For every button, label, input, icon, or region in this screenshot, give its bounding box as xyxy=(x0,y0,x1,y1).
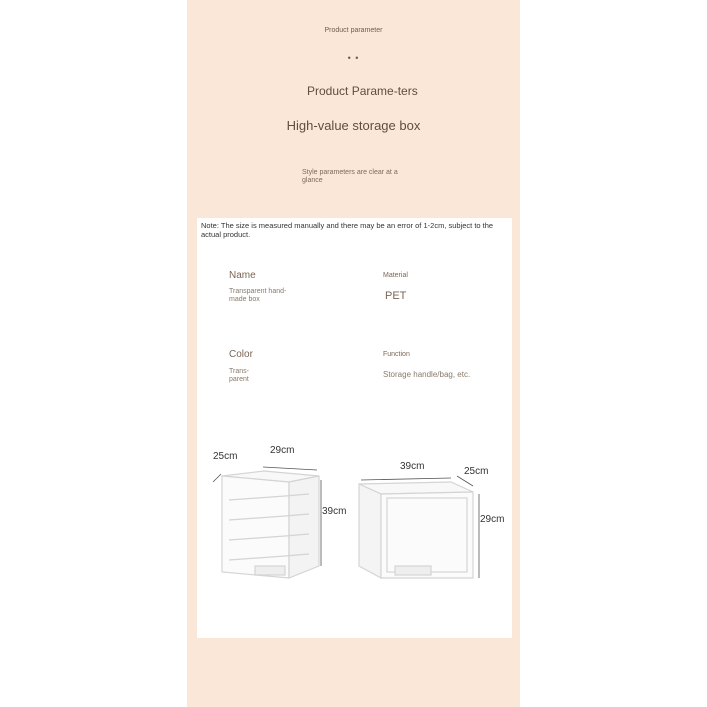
color-label: Color xyxy=(229,349,253,360)
material-value: PET xyxy=(385,290,407,302)
name-label: Name xyxy=(229,270,256,281)
box2-height: 29cm xyxy=(480,514,505,525)
box2-width: 39cm xyxy=(400,461,425,472)
function-value: Storage handle/bag, etc. xyxy=(383,370,471,379)
name-value: Transparent hand-made box xyxy=(229,288,287,303)
box1-depth: 25cm xyxy=(213,451,238,462)
tagline: Style parameters are clear at a glance xyxy=(302,169,398,184)
size-note: Note: The size is measured manually and there may be an error of 1-2cm, subject to the actual product. xyxy=(201,221,494,239)
color-value: Trans-parent xyxy=(229,368,249,383)
material-label: Material xyxy=(383,272,408,279)
decorative-dots: • • xyxy=(347,53,360,63)
parameter-card xyxy=(197,218,512,638)
box2-depth: 25cm xyxy=(464,466,489,477)
page-subtitle: High-value storage box xyxy=(286,118,421,133)
page-title: Product Parame-ters xyxy=(307,84,418,98)
box1-width: 29cm xyxy=(270,445,295,456)
top-label: Product parameter xyxy=(324,27,383,34)
box1-height: 39cm xyxy=(322,506,347,517)
function-label: Function xyxy=(383,351,410,358)
